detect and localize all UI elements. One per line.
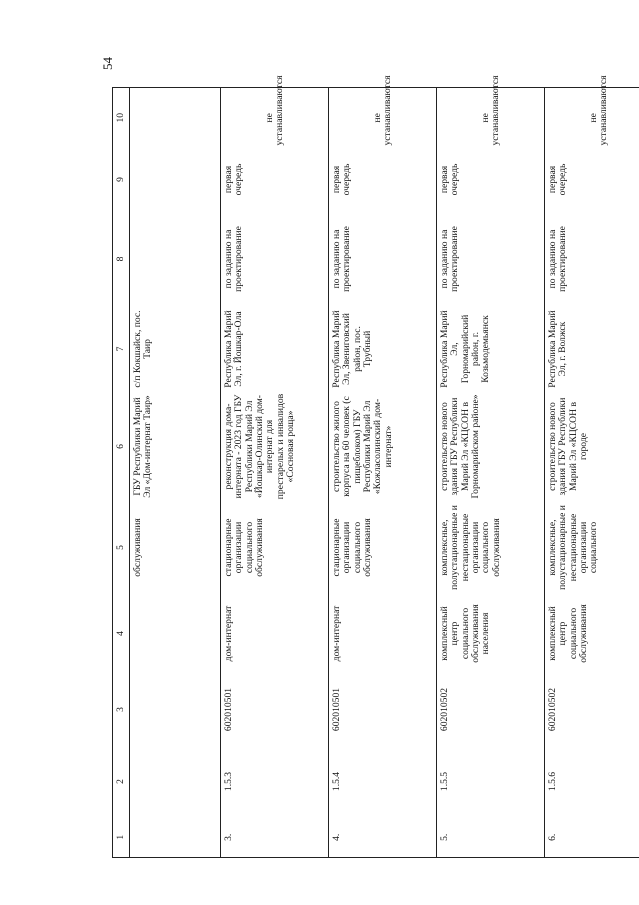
table-cell: 1.5.5 [437,746,545,818]
table-cell: 602010501 [329,674,437,746]
table-cell: комплексные, полустационарные и нестационарные организации социального обслуживания [437,502,545,594]
table-cell: не устанавливаются [221,88,329,148]
header-cell: 9 [113,148,130,212]
table-cell: ГБУ Республики Марий Эл «Дом-интернат Таир» [130,392,221,502]
table-cell: с/п Кокшайск, пос. Таир [130,307,221,392]
header-cell: 3 [113,674,130,746]
table-cell: по заданию на проектирование [545,212,639,307]
header-cell: 10 [113,88,130,148]
table-cell: стационарные организации социального обслуживания [221,502,329,594]
table-cell: 1.5.6 [545,746,639,818]
header-cell: 2 [113,746,130,818]
header-cell: 7 [113,307,130,392]
table-cell: дом-интернат [221,594,329,674]
table-cell: 1.5.4 [329,746,437,818]
table-wrapper [112,75,609,858]
header-cell: 8 [113,212,130,307]
table-cell: Республика Марий Эл, Звениговский район, пос. Трубный [329,307,437,392]
table-cell: 602010502 [545,674,639,746]
table-cell: первая очередь [329,148,437,212]
table-cell: строительство нового здания ГБУ Республики Марий Эл «КЦСОН в городе [545,392,639,502]
table-cell: 4. [329,818,437,858]
table-cell [130,212,221,307]
page-number: 54 [100,57,115,70]
table-cell: по заданию на проектирование [221,212,329,307]
table-cell: первая очередь [437,148,545,212]
table-cell [130,674,221,746]
table-cell: 5. [437,818,545,858]
table-cell [130,594,221,674]
table-cell: 602010502 [437,674,545,746]
data-table [112,75,639,858]
table-cell: не устанавливаются [329,88,437,148]
table-cell [130,148,221,212]
table-cell: по заданию на проектирование [437,212,545,307]
table-cell: 1.5.3 [221,746,329,818]
table-cell: строительство нового здания ГБУ Республики Марий Эл «КЦСОН в Горномарийском районе» [437,392,545,502]
table-cell: по заданию на проектирование [329,212,437,307]
table-cell: 6. [545,818,639,858]
table-cell: первая очередь [221,148,329,212]
table-cell: строительство жилого корпуса на 60 человек (с пищеблоком) ГБУ Республики Марий Эл «Кожласолинский дом-интернат» [329,392,437,502]
table-cell: обслуживания [130,502,221,594]
table-cell: стационарные организации социального обслуживания [329,502,437,594]
table-cell: комплексный центр социального обслуживания [545,594,639,674]
table-cell: 3. [221,818,329,858]
table-header-row [113,88,130,858]
table-cell: реконструкция дома-интерната - 2023 год ГБУ Республики Марий Эл «Йошкар-Олинский дом-интернат для престарелых и инвалидов «Сосновая роща» [221,392,329,502]
table-cell: первая очередь [545,148,639,212]
table-cell [130,88,221,148]
table-cell: не устанавливаются [437,88,545,148]
table-cell: 602010501 [221,674,329,746]
header-cell: 4 [113,594,130,674]
table-cell: Республика Марий Эл, Горномарийский район, г. Козьмодемьянск [437,307,545,392]
table-cell [130,818,221,858]
header-cell: 1 [113,818,130,858]
table-row-continuation [130,88,221,858]
table-cell [130,746,221,818]
header-cell: 5 [113,502,130,594]
header-cell: 6 [113,392,130,502]
table-cell: Республика Марий Эл, г. Волжск [545,307,639,392]
table-cell: комплексные, полустационарные и нестационарные организации социального [545,502,639,594]
table-row [437,88,545,858]
table-cell: дом-интернат [329,594,437,674]
table-cell: не устанавливаются [545,88,639,148]
table-row [545,88,639,858]
table-row [329,88,437,858]
table-cell: комплексный центр социального обслуживания населения [437,594,545,674]
table-row [221,88,329,858]
table-cell: Республика Марий Эл, г. Йошкар-Ола [221,307,329,392]
